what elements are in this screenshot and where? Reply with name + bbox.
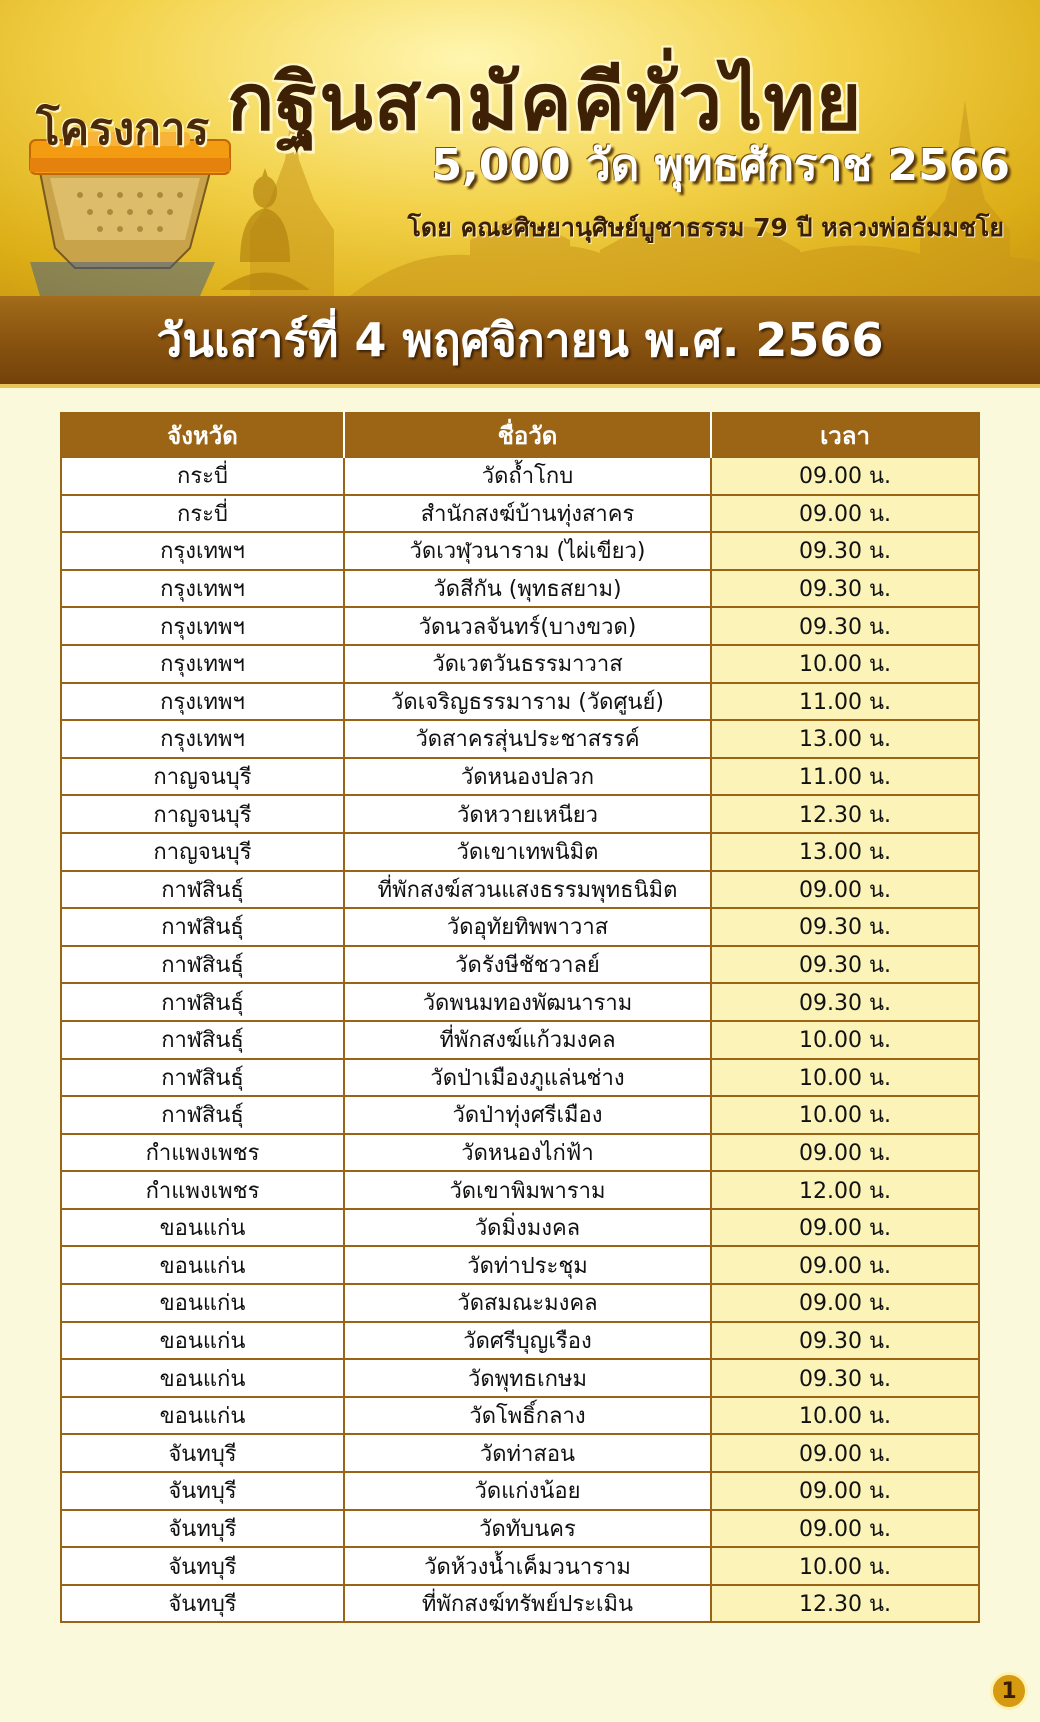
time-cell: 13.00 น. (711, 720, 979, 758)
time-cell: 10.00 น. (711, 1547, 979, 1585)
temple-name-cell: วัดนวลจันทร์(บางขวด) (344, 607, 711, 645)
province-cell: กาฬสินธุ์ (61, 1059, 344, 1097)
table-row (61, 1510, 979, 1548)
table-row (61, 1397, 979, 1435)
time-cell: 10.00 น. (711, 1059, 979, 1097)
temple-name-cell: วัดท่าประชุม (344, 1246, 711, 1284)
temple-name-cell: วัดท่าสอน (344, 1434, 711, 1472)
table-row (61, 1209, 979, 1247)
temple-name-cell: วัดศรีบุญเรือง (344, 1322, 711, 1360)
temple-name-cell: สำนักสงฆ์บ้านทุ่งสาคร (344, 495, 711, 533)
time-cell: 12.30 น. (711, 1585, 979, 1623)
province-cell: ขอนแก่น (61, 1246, 344, 1284)
table-row (61, 908, 979, 946)
time-cell: 09.00 น. (711, 1284, 979, 1322)
temple-name-cell: วัดรังษีชัชวาลย์ (344, 946, 711, 984)
temple-name-cell: วัดเวตวันธรรมาวาส (344, 645, 711, 683)
time-cell: 10.00 น. (711, 1021, 979, 1059)
time-cell: 12.30 น. (711, 795, 979, 833)
time-cell: 09.30 น. (711, 570, 979, 608)
time-cell: 09.00 น. (711, 1510, 979, 1548)
table-row (61, 1359, 979, 1397)
province-cell: ขอนแก่น (61, 1397, 344, 1435)
province-cell: กาฬสินธุ์ (61, 983, 344, 1021)
temple-name-cell: วัดป่าเมืองภูแล่นช่าง (344, 1059, 711, 1097)
time-cell: 09.00 น. (711, 1472, 979, 1510)
temple-name-cell: วัดพุทธเกษม (344, 1359, 711, 1397)
province-cell: กาญจนบุรี (61, 795, 344, 833)
province-cell: กรุงเทพฯ (61, 645, 344, 683)
temple-name-cell: วัดเขาพิมพาราม (344, 1171, 711, 1209)
table-header-row (61, 413, 979, 457)
province-cell: จันทบุรี (61, 1510, 344, 1548)
time-cell: 13.00 น. (711, 833, 979, 871)
province-cell: กาญจนบุรี (61, 758, 344, 796)
temple-name-cell: วัดหนองปลวก (344, 758, 711, 796)
table-row (61, 1284, 979, 1322)
time-cell: 09.00 น. (711, 1134, 979, 1172)
time-cell: 09.30 น. (711, 908, 979, 946)
table-row (61, 1171, 979, 1209)
table-row (61, 457, 979, 495)
province-cell: กาฬสินธุ์ (61, 946, 344, 984)
province-cell: ขอนแก่น (61, 1209, 344, 1247)
temple-name-cell: วัดสาครสุ่นประชาสรรค์ (344, 720, 711, 758)
time-cell: 09.30 น. (711, 1359, 979, 1397)
province-cell: ขอนแก่น (61, 1284, 344, 1322)
temple-name-cell: ที่พักสงฆ์สวนแสงธรรมพุทธนิมิต (344, 871, 711, 909)
organizer-line: โดย คณะศิษยานุศิษย์บูชาธรรม 79 ปี หลวงพ่อธัมมชโย (407, 213, 1004, 242)
temple-name-cell: วัดมิ่งมงคล (344, 1209, 711, 1247)
table-row (61, 758, 979, 796)
time-cell: 10.00 น. (711, 1397, 979, 1435)
time-cell: 10.00 น. (711, 645, 979, 683)
time-cell: 10.00 น. (711, 1096, 979, 1134)
province-cell: กรุงเทพฯ (61, 532, 344, 570)
table-row (61, 1585, 979, 1623)
province-cell: กรุงเทพฯ (61, 720, 344, 758)
time-cell: 09.00 น. (711, 495, 979, 533)
time-cell: 09.30 น. (711, 946, 979, 984)
time-cell: 09.30 น. (711, 983, 979, 1021)
time-cell: 09.30 น. (711, 532, 979, 570)
column-header-temple: ชื่อวัด (344, 413, 711, 457)
province-cell: กาฬสินธุ์ (61, 871, 344, 909)
time-cell: 09.30 น. (711, 1322, 979, 1360)
time-cell: 09.30 น. (711, 607, 979, 645)
province-cell: กรุงเทพฯ (61, 683, 344, 721)
temple-name-cell: วัดสีกัน (พุทธสยาม) (344, 570, 711, 608)
event-date: วันเสาร์ที่ 4 พฤศจิกายน พ.ศ. 2566 (156, 312, 884, 367)
table-row (61, 1547, 979, 1585)
province-cell: กาญจนบุรี (61, 833, 344, 871)
table-row (61, 1134, 979, 1172)
temple-name-cell: วัดพนมทองพัฒนาราม (344, 983, 711, 1021)
temple-name-cell: วัดโพธิ์กลาง (344, 1397, 711, 1435)
province-cell: กาฬสินธุ์ (61, 908, 344, 946)
column-header-time: เวลา (711, 413, 979, 457)
time-cell: 09.00 น. (711, 457, 979, 495)
temple-name-cell: วัดเขาเทพนิมิต (344, 833, 711, 871)
province-cell: กระบี่ (61, 495, 344, 533)
time-cell: 11.00 น. (711, 683, 979, 721)
province-cell: จันทบุรี (61, 1472, 344, 1510)
time-cell: 11.00 น. (711, 758, 979, 796)
temple-name-cell: วัดอุทัยทิพพาวาส (344, 908, 711, 946)
table-row (61, 983, 979, 1021)
temple-name-cell: วัดหวายเหนียว (344, 795, 711, 833)
temple-name-cell: วัดเวฬุวนาราม (ไผ่เขียว) (344, 532, 711, 570)
temple-name-cell: ที่พักสงฆ์แก้วมงคล (344, 1021, 711, 1059)
table-row (61, 495, 979, 533)
time-cell: 09.00 น. (711, 1434, 979, 1472)
temple-name-cell: วัดป่าทุ่งศรีเมือง (344, 1096, 711, 1134)
table-row (61, 720, 979, 758)
province-cell: จันทบุรี (61, 1434, 344, 1472)
table-row (61, 1021, 979, 1059)
temple-name-cell: วัดสมณะมงคล (344, 1284, 711, 1322)
table-row (61, 1059, 979, 1097)
time-cell: 09.00 น. (711, 1246, 979, 1284)
temple-name-cell: วัดเจริญธรรมาราม (วัดศูนย์) (344, 683, 711, 721)
time-cell: 09.00 น. (711, 871, 979, 909)
province-cell: จันทบุรี (61, 1585, 344, 1623)
temple-name-cell: ที่พักสงฆ์ทรัพย์ประเมิน (344, 1585, 711, 1623)
table-row (61, 1322, 979, 1360)
province-cell: กรุงเทพฯ (61, 570, 344, 608)
schedule-table-container (60, 412, 978, 1623)
province-cell: กำแพงเพชร (61, 1134, 344, 1172)
schedule-table (60, 412, 980, 1623)
table-row (61, 871, 979, 909)
province-cell: กาฬสินธุ์ (61, 1021, 344, 1059)
temple-name-cell: วัดแก่งน้อย (344, 1472, 711, 1510)
temple-name-cell: วัดถ้ำโกบ (344, 457, 711, 495)
column-header-province: จังหวัด (61, 413, 344, 457)
project-subtitle: 5,000 วัด พุทธศักราช 2566 (431, 140, 1010, 191)
page-number-badge: 1 (990, 1672, 1028, 1710)
table-row (61, 683, 979, 721)
project-label: โครงการ (36, 104, 210, 155)
province-cell: กระบี่ (61, 457, 344, 495)
temple-name-cell: วัดทับนคร (344, 1510, 711, 1548)
table-row (61, 1472, 979, 1510)
temple-name-cell: วัดห้วงน้ำเค็มวนาราม (344, 1547, 711, 1585)
table-row (61, 532, 979, 570)
header-banner (0, 0, 1040, 296)
table-row (61, 607, 979, 645)
table-row (61, 795, 979, 833)
province-cell: กรุงเทพฯ (61, 607, 344, 645)
time-cell: 09.00 น. (711, 1209, 979, 1247)
table-row (61, 833, 979, 871)
province-cell: ขอนแก่น (61, 1322, 344, 1360)
province-cell: จันทบุรี (61, 1547, 344, 1585)
time-cell: 12.00 น. (711, 1171, 979, 1209)
date-banner (0, 296, 1040, 388)
province-cell: กำแพงเพชร (61, 1171, 344, 1209)
table-row (61, 645, 979, 683)
project-name: กฐินสามัคคีทั่วไทย (227, 58, 863, 148)
province-cell: ขอนแก่น (61, 1359, 344, 1397)
table-row (61, 946, 979, 984)
table-row (61, 570, 979, 608)
temple-name-cell: วัดหนองไก่ฟ้า (344, 1134, 711, 1172)
table-row (61, 1434, 979, 1472)
table-row (61, 1246, 979, 1284)
province-cell: กาฬสินธุ์ (61, 1096, 344, 1134)
table-row (61, 1096, 979, 1134)
